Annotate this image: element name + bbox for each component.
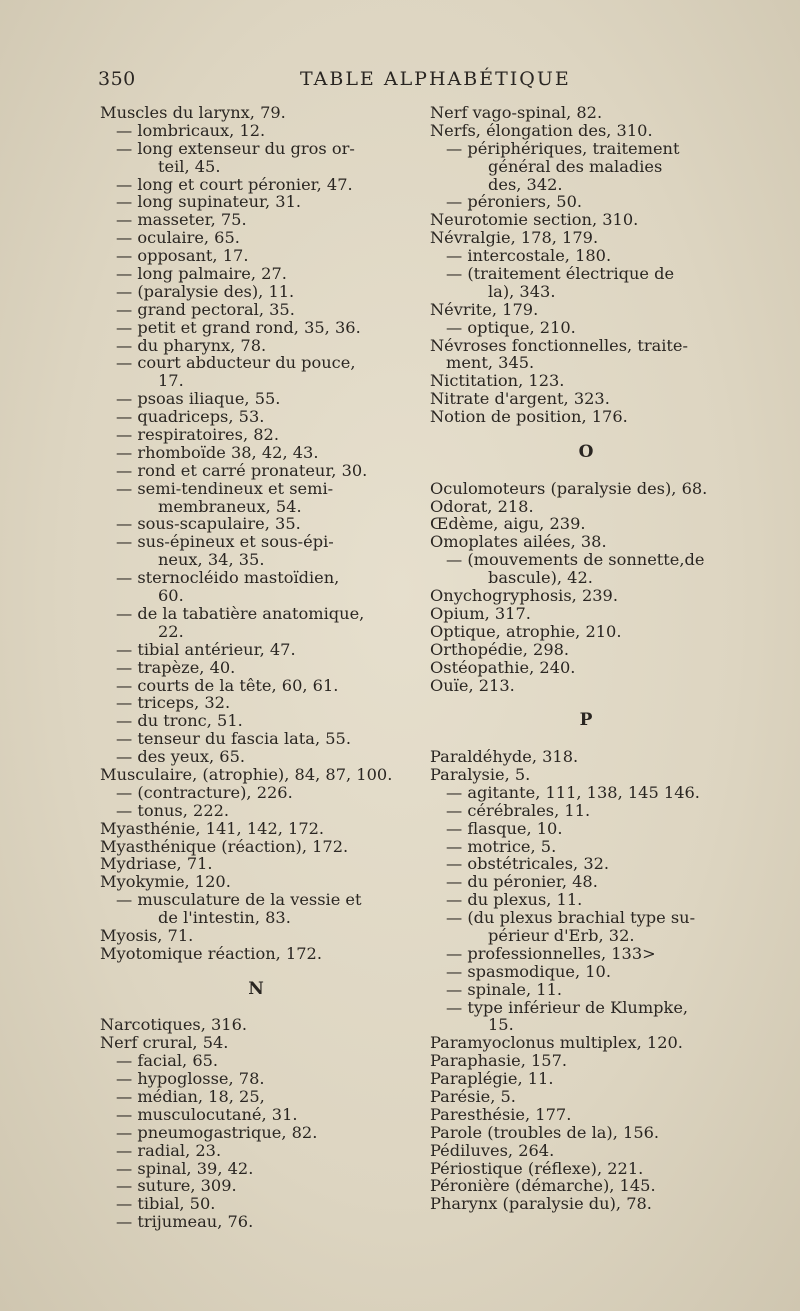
index-entry: Omoplates ailées, 38. xyxy=(430,532,607,552)
index-subentry: — musculature de la vessie et xyxy=(116,890,362,910)
index-entry: Myosis, 71. xyxy=(100,925,194,945)
index-entry: Parole (troubles de la), 156. xyxy=(430,1122,660,1142)
index-entry: Paralysie, 5. xyxy=(430,764,531,784)
index-subentry: général des maladies xyxy=(488,156,663,176)
letter-heading: O xyxy=(578,441,594,462)
index-entry: Nitrate d'argent, 323. xyxy=(430,389,610,409)
index-entry: Odorat, 218. xyxy=(430,496,534,516)
index-subentry: — respiratoires, 82. xyxy=(116,425,279,445)
index-subentry: 17. xyxy=(158,371,184,391)
index-subentry: — psoas iliaque, 55. xyxy=(116,389,281,409)
index-subentry: — semi-tendineux et semi- xyxy=(116,478,334,498)
index-subentry: — tibial antérieur, 47. xyxy=(116,639,296,659)
index-subentry: — sous-scapulaire, 35. xyxy=(116,514,301,534)
index-subentry: — motrice, 5. xyxy=(446,836,557,856)
index-subentry: — tenseur du fascia lata, 55. xyxy=(116,729,351,749)
index-subentry: — de la tabatière anatomique, xyxy=(116,603,365,623)
index-entry: Muscles du larynx, 79. xyxy=(100,103,286,122)
index-entry: Ouïe, 213. xyxy=(430,675,515,695)
index-subentry: — rond et carré pronateur, 30. xyxy=(116,460,368,480)
index-subentry: 60. xyxy=(158,586,184,606)
index-entry: Nerf crural, 54. xyxy=(100,1033,229,1053)
index-subentry: — (du plexus brachial type su- xyxy=(446,908,696,928)
index-subentry: — courts de la tête, 60, 61. xyxy=(116,675,339,695)
index-subentry: — radial, 23. xyxy=(116,1140,222,1160)
index-subentry: — péroniers, 50. xyxy=(446,192,583,212)
index-entry: Mydriase, 71. xyxy=(100,854,213,874)
index-entry: Périostique (réflexe), 221. xyxy=(430,1158,644,1178)
index-entry: Musculaire, (atrophie), 84, 87, 100. xyxy=(100,764,393,784)
index-subentry: — oculaire, 65. xyxy=(116,228,240,248)
index-entry: Paramyoclonus multiplex, 120. xyxy=(430,1033,683,1053)
index-subentry: — long palmaire, 27. xyxy=(116,264,287,284)
index-subentry: — quadriceps, 53. xyxy=(116,407,265,427)
index-entry: Nerfs, élongation des, 310. xyxy=(430,120,653,140)
index-entry: Myotomique réaction, 172. xyxy=(100,943,322,963)
index-entry: Onychogryphosis, 239. xyxy=(430,586,618,606)
right-index-column xyxy=(430,104,742,1213)
index-subentry: ment, 345. xyxy=(446,353,535,373)
index-entry: Pharynx (paralysie du), 78. xyxy=(430,1194,652,1214)
index-entry: Orthopédie, 298. xyxy=(430,639,570,659)
index-entry: Parésie, 5. xyxy=(430,1086,516,1106)
index-subentry: — du pharynx, 78. xyxy=(116,335,267,355)
index-subentry: — hypoglosse, 78. xyxy=(116,1069,265,1089)
index-subentry: — long et court péronier, 47. xyxy=(116,174,353,194)
index-subentry: neux, 34, 35. xyxy=(158,550,265,570)
index-entry: Notion de position, 176. xyxy=(430,407,628,427)
index-subentry: — du plexus, 11. xyxy=(446,890,583,910)
index-subentry: — (paralysie des), 11. xyxy=(116,281,295,301)
index-subentry: — obstétricales, 32. xyxy=(446,854,610,874)
index-subentry: — intercostale, 180. xyxy=(446,246,612,266)
index-subentry: 22. xyxy=(158,621,184,641)
index-subentry: — spasmodique, 10. xyxy=(446,961,611,981)
index-entry: Myasthénie, 141, 142, 172. xyxy=(100,818,325,838)
index-subentry: — suture, 309. xyxy=(116,1176,237,1196)
index-subentry: — trapèze, 40. xyxy=(116,657,236,677)
index-entry: Péronière (démarche), 145. xyxy=(430,1176,656,1196)
index-subentry: — spinal, 39, 42. xyxy=(116,1158,254,1178)
index-subentry: — des yeux, 65. xyxy=(116,747,246,767)
index-subentry: — rhomboïde 38, 42, 43. xyxy=(116,442,319,462)
index-subentry: — professionnelles, 133> xyxy=(446,943,656,963)
index-subentry: — petit et grand rond, 35, 36. xyxy=(116,317,361,337)
index-entry: Myokymie, 120. xyxy=(100,872,231,892)
index-subentry: — du tronc, 51. xyxy=(116,711,243,731)
index-subentry: — musculocutané, 31. xyxy=(116,1104,298,1124)
index-entry: Opium, 317. xyxy=(430,603,531,623)
index-subentry: périeur d'Erb, 32. xyxy=(488,925,635,945)
index-subentry: — type inférieur de Klumpke, xyxy=(446,997,689,1017)
index-subentry: — flasque, 10. xyxy=(446,818,563,838)
index-subentry: — masseter, 75. xyxy=(116,210,247,230)
index-subentry: — court abducteur du pouce, xyxy=(116,353,356,373)
spacer xyxy=(430,462,742,480)
index-entry: Paraplégie, 11. xyxy=(430,1069,554,1089)
index-entry: Ostéopathie, 240. xyxy=(430,657,576,677)
index-entry: Nictitation, 123. xyxy=(430,371,565,391)
page-number: 350 xyxy=(98,68,136,90)
index-subentry: membraneux, 54. xyxy=(158,496,302,516)
index-subentry: — opposant, 17. xyxy=(116,246,249,266)
index-subentry: de l'intestin, 83. xyxy=(158,908,291,928)
letter-heading: N xyxy=(248,978,264,999)
index-subentry: — médian, 18, 25, xyxy=(116,1086,265,1106)
index-subentry: — tibial, 50. xyxy=(116,1194,216,1214)
index-entry: Œdème, aigu, 239. xyxy=(430,514,586,534)
index-entry: Névroses fonctionnelles, traite- xyxy=(430,335,688,355)
index-subentry: bascule), 42. xyxy=(488,568,593,588)
index-entry: Narcotiques, 316. xyxy=(100,1015,248,1035)
left-index-column xyxy=(100,104,412,1231)
index-subentry: — long supinateur, 31. xyxy=(116,192,302,212)
page-title: TABLE ALPHABÉTIQUE xyxy=(300,68,571,90)
spacer xyxy=(100,999,412,1017)
index-subentry: — pneumogastrique, 82. xyxy=(116,1122,318,1142)
spacer xyxy=(100,963,412,981)
index-subentry: — tonus, 222. xyxy=(116,800,230,820)
index-subentry: — sus-épineux et sous-épi- xyxy=(116,532,334,552)
index-subentry: teil, 45. xyxy=(158,156,221,176)
index-entry: Nerf vago-spinal, 82. xyxy=(430,103,603,122)
index-subentry: — long extenseur du gros or- xyxy=(116,138,355,158)
index-subentry: — agitante, 111, 138, 145 146. xyxy=(446,782,700,802)
index-entry: Névralgie, 178, 179. xyxy=(430,228,599,248)
index-subentry: 15. xyxy=(488,1015,514,1035)
index-entry: Paraldéhyde, 318. xyxy=(430,747,579,767)
index-subentry: — cérébrales, 11. xyxy=(446,800,591,820)
index-entry: Paraphasie, 157. xyxy=(430,1051,568,1071)
index-subentry: — du péronier, 48. xyxy=(446,872,598,892)
index-entry: Paresthésie, 177. xyxy=(430,1104,572,1124)
index-entry: Oculomoteurs (paralysie des), 68. xyxy=(430,478,708,498)
index-subentry: — grand pectoral, 35. xyxy=(116,299,295,319)
index-entry: Neurotomie section, 310. xyxy=(430,210,639,230)
letter-heading: P xyxy=(579,710,593,731)
index-subentry: — périphériques, traitement xyxy=(446,138,680,158)
index-entry: Pédiluves, 264. xyxy=(430,1140,555,1160)
index-subentry: — facial, 65. xyxy=(116,1051,219,1071)
spacer xyxy=(430,730,742,748)
index-subentry: — (mouvements de sonnette,de xyxy=(446,550,705,570)
index-subentry: — optique, 210. xyxy=(446,317,576,337)
index-entry: Optique, atrophie, 210. xyxy=(430,621,622,641)
index-subentry: — sternocléido mastoïdien, xyxy=(116,568,340,588)
index-entry: Myasthénique (réaction), 172. xyxy=(100,836,349,856)
index-subentry: des, 342. xyxy=(488,174,563,194)
index-subentry: — trijumeau, 76. xyxy=(116,1212,254,1232)
index-subentry: — lombricaux, 12. xyxy=(116,120,266,140)
index-subentry: — triceps, 32. xyxy=(116,693,231,713)
index-entry: Névrite, 179. xyxy=(430,299,539,319)
index-subentry: — spinale, 11. xyxy=(446,979,563,999)
index-subentry: — (contracture), 226. xyxy=(116,782,293,802)
index-subentry: — (traitement électrique de xyxy=(446,264,675,284)
index-subentry: la), 343. xyxy=(488,281,556,301)
